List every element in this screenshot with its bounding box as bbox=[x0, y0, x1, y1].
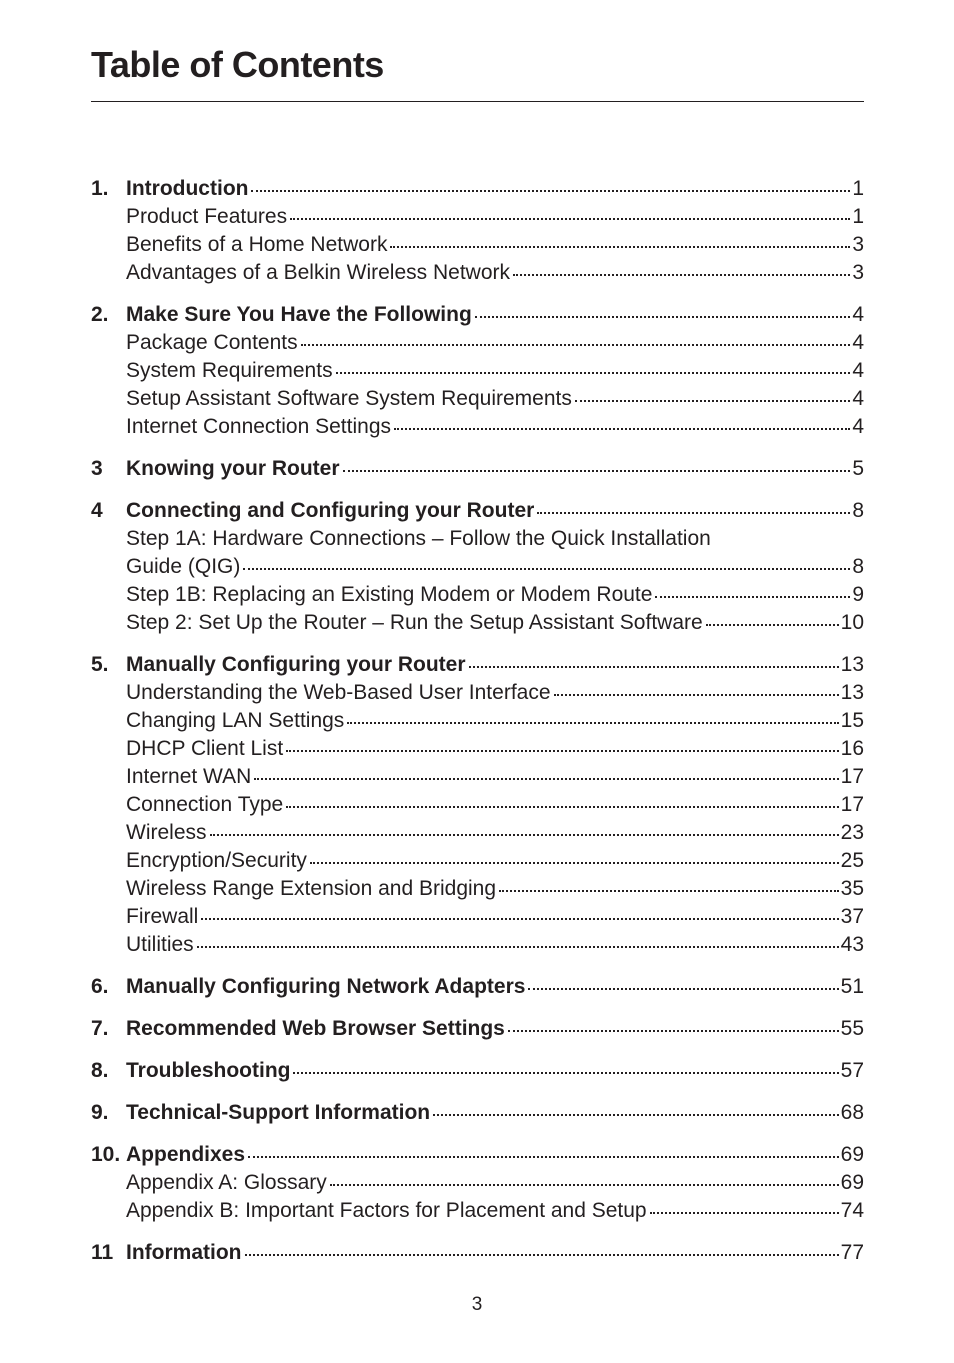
dot-leader bbox=[537, 512, 850, 514]
entry-page-number: 4 bbox=[852, 331, 864, 354]
entry-page-number: 1 bbox=[852, 205, 864, 228]
dot-leader bbox=[248, 1156, 839, 1158]
entry-page-number: 17 bbox=[840, 765, 864, 788]
section-page-number: 51 bbox=[840, 975, 864, 998]
entry-title: Firewall bbox=[126, 905, 199, 928]
section-page-number: 13 bbox=[840, 653, 864, 676]
toc-heading-entry[interactable] bbox=[91, 301, 864, 329]
entry-title: Utilities bbox=[126, 933, 194, 956]
entry-title: Internet Connection Settings bbox=[126, 415, 392, 438]
toc-heading-entry[interactable] bbox=[91, 973, 864, 1001]
toc-entry[interactable] bbox=[91, 553, 864, 581]
toc-entry[interactable] bbox=[91, 413, 864, 441]
section-page-number: 68 bbox=[840, 1101, 864, 1124]
section-title: Troubleshooting bbox=[126, 1059, 291, 1082]
section-title: Information bbox=[126, 1241, 242, 1264]
section-page-number: 77 bbox=[840, 1241, 864, 1264]
toc-section bbox=[91, 455, 864, 483]
toc-entry[interactable] bbox=[91, 819, 864, 847]
section-page-number: 57 bbox=[840, 1059, 864, 1082]
entry-page-number: 13 bbox=[840, 681, 864, 704]
toc-entry[interactable] bbox=[91, 203, 864, 231]
entry-page-number: 37 bbox=[840, 905, 864, 928]
dot-leader bbox=[347, 722, 838, 724]
toc-section bbox=[91, 1141, 864, 1225]
section-title: Technical-Support Information bbox=[126, 1101, 431, 1124]
toc-heading-entry[interactable] bbox=[91, 1239, 864, 1267]
section-title: Make Sure You Have the Following bbox=[126, 303, 472, 326]
table-of-contents bbox=[91, 175, 864, 1281]
section-title: Appendixes bbox=[126, 1143, 246, 1166]
toc-heading-entry[interactable] bbox=[91, 175, 864, 203]
dot-leader bbox=[575, 400, 850, 402]
dot-leader bbox=[394, 428, 850, 430]
toc-entry[interactable] bbox=[91, 609, 864, 637]
entry-title: Product Features bbox=[126, 205, 288, 228]
dot-leader bbox=[513, 274, 850, 276]
entry-page-number: 43 bbox=[840, 933, 864, 956]
toc-entry[interactable] bbox=[91, 791, 864, 819]
toc-entry[interactable] bbox=[91, 385, 864, 413]
section-title: Knowing your Router bbox=[126, 457, 340, 480]
toc-entry[interactable] bbox=[91, 357, 864, 385]
section-number: 11 bbox=[91, 1241, 114, 1264]
toc-section bbox=[91, 651, 864, 959]
entry-title: Step 2: Set Up the Router – Run the Setup Assistant Software bbox=[126, 611, 703, 634]
toc-entry[interactable] bbox=[91, 931, 864, 959]
section-page-number: 5 bbox=[852, 457, 864, 480]
toc-heading-entry[interactable] bbox=[91, 1057, 864, 1085]
section-page-number: 55 bbox=[840, 1017, 864, 1040]
entry-title: DHCP Client List bbox=[126, 737, 284, 760]
dot-leader bbox=[245, 1254, 839, 1256]
entry-page-number: 74 bbox=[840, 1199, 864, 1222]
toc-heading-entry[interactable] bbox=[91, 1141, 864, 1169]
toc-entry[interactable] bbox=[91, 763, 864, 791]
dot-leader bbox=[433, 1114, 839, 1116]
dot-leader bbox=[330, 1184, 839, 1186]
dot-leader bbox=[706, 624, 839, 626]
entry-page-number: 69 bbox=[840, 1171, 864, 1194]
entry-title: Connection Type bbox=[126, 793, 284, 816]
toc-entry[interactable] bbox=[91, 231, 864, 259]
entry-title: Appendix A: Glossary bbox=[126, 1171, 327, 1194]
entry-page-number: 23 bbox=[840, 821, 864, 844]
section-page-number: 1 bbox=[852, 177, 864, 200]
dot-leader bbox=[343, 470, 851, 472]
page-title: Table of Contents bbox=[91, 44, 384, 85]
toc-heading-entry[interactable] bbox=[91, 455, 864, 483]
section-number: 1. bbox=[91, 177, 109, 200]
dot-leader bbox=[254, 778, 838, 780]
entry-page-number: 4 bbox=[852, 359, 864, 382]
toc-heading-entry[interactable] bbox=[91, 1099, 864, 1127]
entry-title: Appendix B: Important Factors for Placement and Setup bbox=[126, 1199, 647, 1222]
entry-page-number: 4 bbox=[852, 415, 864, 438]
entry-title: Advantages of a Belkin Wireless Network bbox=[126, 261, 510, 284]
entry-title: System Requirements bbox=[126, 359, 333, 382]
section-number: 9. bbox=[91, 1101, 109, 1124]
dot-leader bbox=[251, 190, 850, 192]
entry-page-number: 35 bbox=[840, 877, 864, 900]
entry-page-number: 25 bbox=[840, 849, 864, 872]
dot-leader bbox=[243, 568, 850, 570]
dot-leader bbox=[528, 988, 838, 990]
section-title: Connecting and Configuring your Router bbox=[126, 499, 535, 522]
entry-title: Wireless bbox=[126, 821, 207, 844]
dot-leader bbox=[286, 806, 838, 808]
entry-title: Encryption/Security bbox=[126, 849, 307, 872]
section-page-number: 4 bbox=[852, 303, 864, 326]
dot-leader bbox=[650, 1212, 839, 1214]
entry-title: Benefits of a Home Network bbox=[126, 233, 388, 256]
entry-page-number: 17 bbox=[840, 793, 864, 816]
toc-section bbox=[91, 301, 864, 441]
dot-leader bbox=[554, 694, 839, 696]
section-title: Manually Configuring your Router bbox=[126, 653, 466, 676]
dot-leader bbox=[310, 862, 839, 864]
toc-entry[interactable] bbox=[91, 1169, 864, 1197]
entry-page-number: 10 bbox=[840, 611, 864, 634]
toc-entry-text-line: Step 1A: Hardware Connections – Follow the Quick Installation bbox=[126, 527, 711, 550]
toc-heading-entry[interactable] bbox=[91, 497, 864, 525]
toc-section bbox=[91, 1015, 864, 1043]
dot-leader bbox=[475, 316, 851, 318]
toc-heading-entry[interactable] bbox=[91, 1015, 864, 1043]
toc-section bbox=[91, 1239, 864, 1267]
toc-entry[interactable] bbox=[91, 847, 864, 875]
entry-title: Step 1B: Replacing an Existing Modem or Modem Route bbox=[126, 583, 653, 606]
section-number: 7. bbox=[91, 1017, 109, 1040]
toc-section bbox=[91, 175, 864, 287]
entry-page-number: 9 bbox=[852, 583, 864, 606]
section-number: 5. bbox=[91, 653, 109, 676]
toc-entry[interactable] bbox=[91, 735, 864, 763]
dot-leader bbox=[293, 1072, 838, 1074]
toc-section bbox=[91, 497, 864, 637]
entry-title: Internet WAN bbox=[126, 765, 252, 788]
toc-heading-entry[interactable] bbox=[91, 651, 864, 679]
toc-entry[interactable] bbox=[91, 875, 864, 903]
section-number: 8. bbox=[91, 1059, 109, 1082]
toc-entry[interactable] bbox=[91, 581, 864, 609]
dot-leader bbox=[655, 596, 850, 598]
toc-section bbox=[91, 1099, 864, 1127]
dot-leader bbox=[499, 890, 839, 892]
entry-title: Changing LAN Settings bbox=[126, 709, 345, 732]
entry-page-number: 4 bbox=[852, 387, 864, 410]
dot-leader bbox=[390, 246, 850, 248]
entry-title: Understanding the Web-Based User Interface bbox=[126, 681, 551, 704]
dot-leader bbox=[301, 344, 851, 346]
title-divider bbox=[91, 101, 864, 102]
section-title: Recommended Web Browser Settings bbox=[126, 1017, 505, 1040]
dot-leader bbox=[286, 750, 838, 752]
section-title: Introduction bbox=[126, 177, 249, 200]
toc-entry[interactable] bbox=[91, 679, 864, 707]
entry-title: Wireless Range Extension and Bridging bbox=[126, 877, 497, 900]
section-number: 2. bbox=[91, 303, 109, 326]
section-number: 4 bbox=[91, 499, 103, 522]
entry-title: Package Contents bbox=[126, 331, 298, 354]
section-title: Manually Configuring Network Adapters bbox=[126, 975, 526, 998]
dot-leader bbox=[469, 666, 839, 668]
toc-entry[interactable] bbox=[91, 707, 864, 735]
toc-section bbox=[91, 1057, 864, 1085]
dot-leader bbox=[201, 918, 838, 920]
entry-page-number: 15 bbox=[840, 709, 864, 732]
page-number: 3 bbox=[471, 1294, 483, 1315]
entry-page-number: 3 bbox=[852, 233, 864, 256]
dot-leader bbox=[290, 218, 850, 220]
dot-leader bbox=[197, 946, 839, 948]
dot-leader bbox=[210, 834, 839, 836]
entry-title: Guide (QIG) bbox=[126, 555, 241, 578]
section-number: 6. bbox=[91, 975, 109, 998]
toc-entry[interactable] bbox=[91, 1197, 864, 1225]
toc-entry[interactable] bbox=[91, 903, 864, 931]
entry-page-number: 16 bbox=[840, 737, 864, 760]
entry-page-number: 8 bbox=[852, 555, 864, 578]
section-page-number: 8 bbox=[852, 499, 864, 522]
toc-entry[interactable] bbox=[91, 329, 864, 357]
toc-section bbox=[91, 973, 864, 1001]
toc-entry[interactable] bbox=[91, 259, 864, 287]
entry-page-number: 3 bbox=[852, 261, 864, 284]
dot-leader bbox=[508, 1030, 839, 1032]
section-number: 10. bbox=[91, 1143, 121, 1166]
section-number: 3 bbox=[91, 457, 103, 480]
section-page-number: 69 bbox=[840, 1143, 864, 1166]
dot-leader bbox=[336, 372, 851, 374]
entry-title: Setup Assistant Software System Requirements bbox=[126, 387, 572, 410]
